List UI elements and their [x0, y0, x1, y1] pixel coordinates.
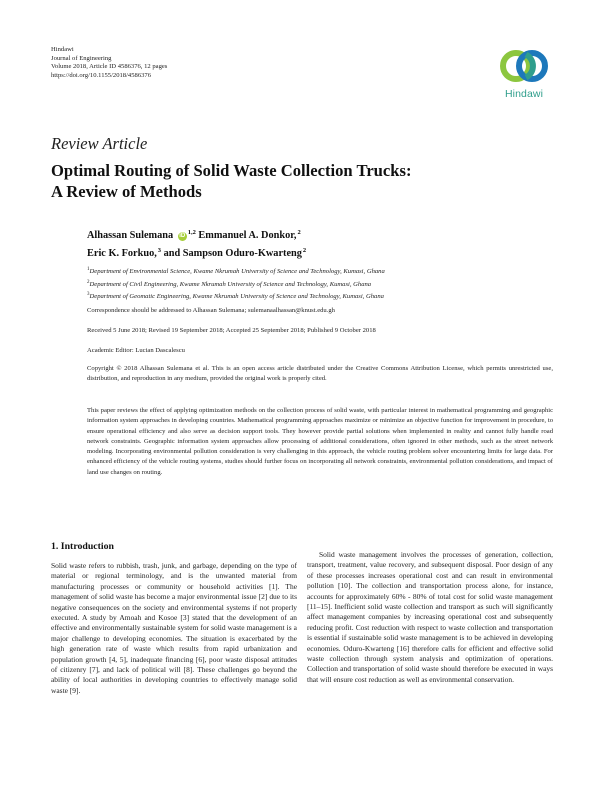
author-affil-sup: 2	[297, 229, 301, 236]
body-column-right	[307, 550, 553, 685]
author-name: Eric K. Forkuo,	[87, 248, 157, 259]
affiliation: $^3$Department of Geomatic Engineering, Kwame Nkrumah University of Science and Technology, Kumasi, Ghana	[87, 292, 384, 300]
journal-meta	[51, 46, 167, 80]
academic-editor: Academic Editor: Lucian Dascalescu	[87, 347, 185, 354]
author-list	[87, 225, 306, 261]
paragraph: Solid waste refers to rubbish, trash, junk, and garbage, depending on the type of material or regional terminology, and is the unwanted material from manufacturing processes or community or household activities [1]. The management of solid waste has become a major environmental issue [2] due to its negative consequences on the society and environmental systems if not properly executed. A study by Amoah and Kosoe [3] stated that the development of an effective and environmentally sustainable system for solid waste management is a major challenge to developing economies. The situation is exacerbated by the high generation rate of waste which results from rapid urbanization and population growth [4, 5], inadequate financing [6], poor waste disposal attitudes of citizenry [7], and lack of political will [8]. These challenges go beyond the ability of local authorities in developing countries to effectively manage solid waste [9].	[51, 561, 297, 695]
author-affil-sup: 1,2	[187, 229, 196, 236]
section-heading: 1. Introduction	[51, 541, 114, 552]
orcid-icon[interactable]: iD	[179, 233, 186, 239]
author-affil-sup: 2	[302, 247, 307, 254]
paragraph: Solid waste management involves the processes of generation, collection, transport, treatment, value recovery, and subsequent disposal. Poor design of any of these processes increases operational cost and can result in environmental pollution [10]. The collection and transportation process alone, for instance, accounts for approximately 60% - 80% of total cost for solid waste management [11–15]. Inefficient solid waste collection and transport as such will significantly affect management companies by increasing operational cost and subsequently reducing profit. Cost reduction with respect to waste collection and transportation is essential if sustainable solid waste management is to be achieved in developing economies. Oduro-Kwarteng [16] therefore calls for efficient and effective solid waste collection through system analysis and optimization of operations. Collection and transportation of solid waste should therefore be executed in ways that will ensure cost reduction as well as environmental conservation.	[307, 550, 553, 684]
page-title	[51, 160, 411, 202]
journal-name: Journal of Engineering	[51, 54, 112, 62]
publication-dates: Received 5 June 2018; Revised 19 September 2018; Accepted 25 September 2018; Published 9 October 2018	[87, 327, 376, 334]
hindawi-wordmark: Hindawi	[504, 88, 544, 100]
title-line-2: A Review of Methods	[51, 182, 202, 201]
abstract: This paper reviews the effect of applying optimization methods on the collection process of solid waste, with particular interest in mathematical programming and geographic information system approaches in developing countries. Mathematical programming approaches maximize or minimize an objective function for improvement in procedure, to ensure operational efficiency and also serve as decision support tools. They however provide partial solutions when implemented in reality and cannot fully handle road network constraints. Geographic information system approaches allow processing of additional considerations, often ignored in other methods, such as the street network modeling. Incorporating environmental pollution consideration is very challenging in this approach, the vehicle routing problem solver encountering limits for large data. For enhanced efficiency of the vehicle routing systems, studies should further focus on incorporating all network constraints, environmental pollution considerations, and impact of land use changes on routing.	[87, 407, 553, 476]
copyright-notice: Copyright © 2018 Alhassan Sulemana et al. This is an open access article distributed under the Creative Commons Attribution License, which permits unrestricted use, distribution, and reproduction in any medium, provided the original work is properly cited.	[87, 365, 553, 383]
author-affil-sup: 3	[157, 247, 162, 254]
author-name: and Sampson Oduro-Kwarteng	[163, 248, 302, 259]
author-line-1	[87, 225, 306, 243]
author-name: Emmanuel A. Donkor,	[198, 230, 297, 241]
hindawi-rings-icon	[496, 46, 552, 86]
publisher-name: Hindawi	[51, 46, 74, 53]
affiliation: $^1$Department of Environmental Science, Kwame Nkrumah University of Science and Technology, Kumasi, Ghana	[87, 267, 385, 275]
article-type: Review Article	[51, 134, 148, 153]
title-line-1: Optimal Routing of Solid Waste Collection Trucks:	[51, 161, 412, 180]
affiliation: $^2$Department of Civil Engineering, Kwame Nkrumah University of Science and Technology, Kumasi, Ghana	[87, 279, 372, 288]
correspondence: Correspondence should be addressed to Alhassan Sulemana; sulemanaalhassan@knust.edu.gh	[87, 307, 335, 314]
affiliations	[87, 265, 385, 303]
doi-link[interactable]: https://doi.org/10.1155/2018/4586376	[51, 71, 152, 79]
author-line-2	[87, 243, 306, 261]
body-column-left	[51, 561, 297, 696]
volume-info: Volume 2018, Article ID 4586376, 12 pages	[51, 63, 168, 71]
hindawi-logo	[494, 46, 554, 100]
author-name: Alhassan Sulemana	[87, 230, 174, 241]
